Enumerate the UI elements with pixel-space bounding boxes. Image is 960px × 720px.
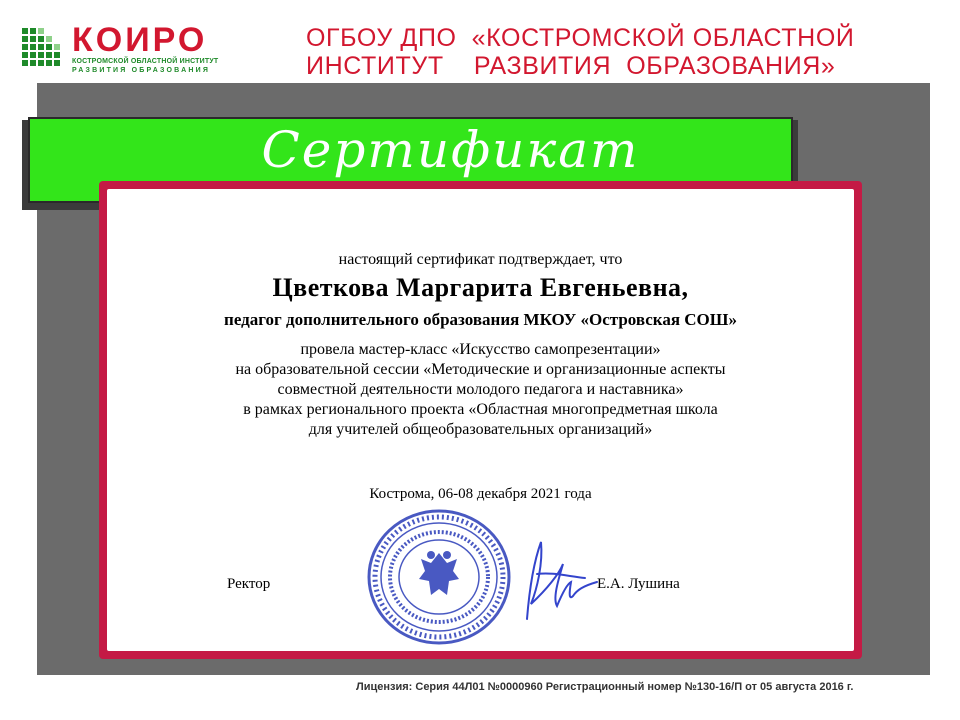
koiro-logo — [22, 22, 242, 74]
certificate-description — [107, 340, 854, 440]
certificate-title: Сертификат — [261, 121, 640, 179]
logo-wordmark: КОИРО — [72, 21, 208, 59]
description-line: для учителей общеобразовательных организаций» — [308, 421, 653, 438]
logo-subtitle-line1: КОСТРОМСКОЙ ОБЛАСТНОЙ ИНСТИТУТ — [72, 58, 219, 65]
organization-title-line2: ИНСТИТУТ РАЗВИТИЯ ОБРАЗОВАНИЯ» — [306, 52, 836, 80]
logo-grid-icon — [22, 28, 66, 68]
recipient-name: Цветкова Маргарита Евгеньевна, — [272, 273, 689, 302]
organization-title-line1: ОГБОУ ДПО «КОСТРОМСКОЙ ОБЛАСТНОЙ — [306, 24, 855, 52]
certificate-body — [107, 189, 854, 651]
certificate-intro: настоящий сертификат подтверждает, что — [338, 251, 623, 268]
official-seal-icon — [365, 507, 513, 647]
logo-subtitle-line2: РАЗВИТИЯ ОБРАЗОВАНИЯ — [72, 67, 211, 74]
signer-role: Ректор — [227, 576, 271, 592]
certificate-card — [99, 181, 862, 659]
organization-title — [306, 24, 946, 80]
description-line: в рамках регионального проекта «Областная многопредметная школа — [243, 401, 718, 418]
license-info: Лицензия: Серия 44Л01 №0000960 Регистрационный номер №130-16/П от 05 августа 2016 г. — [356, 681, 854, 693]
description-line: совместной деятельности молодого педагога и наставника» — [277, 381, 684, 398]
signature-icon — [507, 534, 602, 624]
description-line: на образовательной сессии «Методические и организационные аспекты — [235, 361, 726, 378]
description-line: провела мастер-класс «Искусство самопрезентации» — [300, 341, 661, 358]
recipient-position: педагог дополнительного образования МКОУ «Островская СОШ» — [224, 310, 737, 329]
place-date: Кострома, 06-08 декабря 2021 года — [369, 486, 592, 502]
signer-name: Е.А. Лушина — [597, 576, 680, 592]
